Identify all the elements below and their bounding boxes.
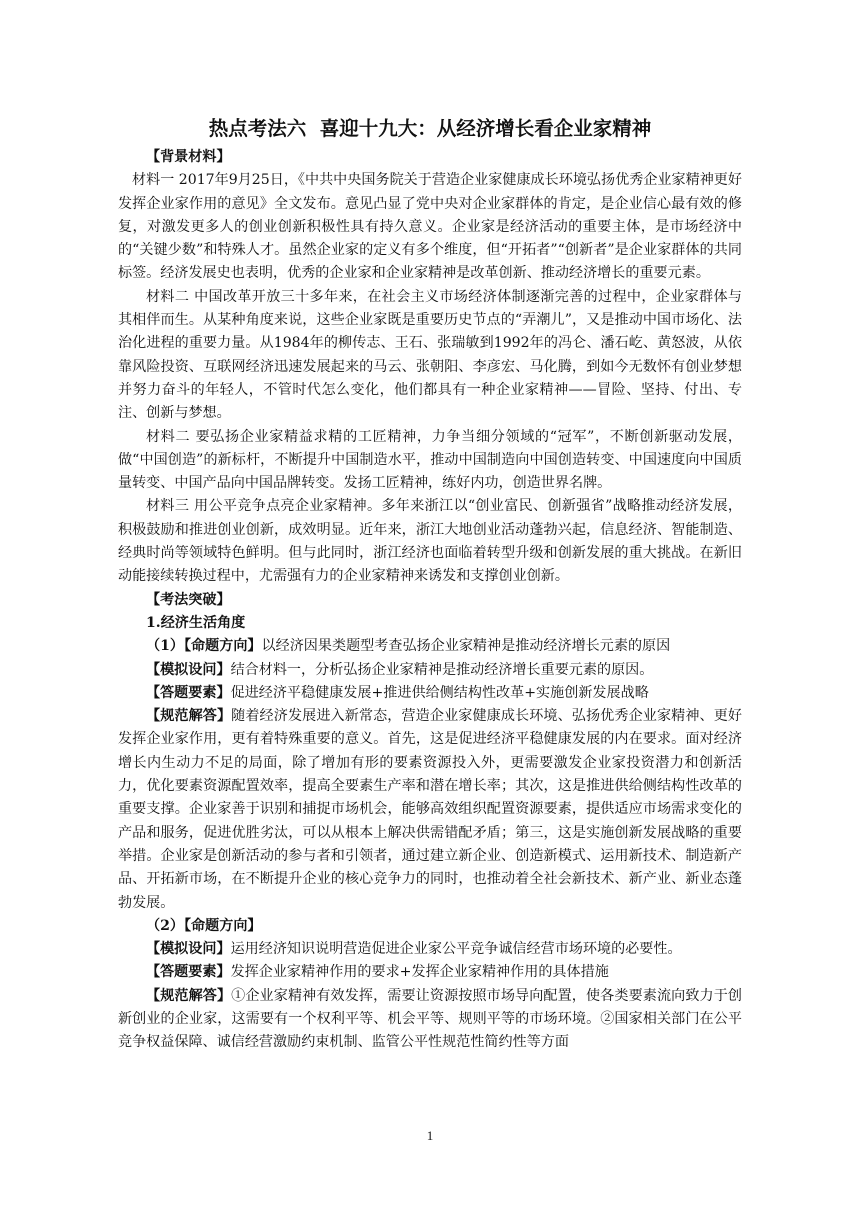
angle-heading: 1.经济生活角度 [146, 614, 246, 631]
q1-elements-label: 【答题要素】 [146, 684, 231, 701]
background-heading: 【背景材料】 [146, 149, 231, 165]
q2-prefix: （2） [146, 917, 184, 934]
document-body [118, 146, 742, 1055]
q1-answer [118, 705, 742, 915]
q2-question-label: 【模拟设问】 [146, 941, 231, 958]
q2-elements-text: 发挥企业家精神作用的要求+发挥企业家精神作用的具体措施 [230, 964, 609, 981]
q2-elements [118, 961, 742, 984]
q1-question-text: 结合材料一，分析弘扬企业家精神是推动经济增长重要元素的原因。 [230, 661, 654, 678]
q1-question-label: 【模拟设问】 [146, 661, 231, 678]
q2-direction [118, 915, 742, 938]
q1-elements [118, 682, 742, 705]
q2-direction-label: 【命题方向】 [184, 917, 262, 934]
page-number: 1 [426, 1128, 434, 1143]
material-4: 材料三 用公平竞争点亮企业家精神。多年来浙江以“创业富民、创新强省”战略推动经济发展，积极鼓励和推进创业创新，成效明显。近年来，浙江大地创业活动蓬勃兴起，信息经济、智能制造、经典时尚等领域特色鲜明。但与此同时，浙江经济也面临着转型升级和创新发展的重大挑战。在新旧动能接续转换过程中，尤需强有力的企业家精神来诱发和支撑创业创新。 [118, 498, 742, 585]
q1-direction-label: 【命题方向】 [184, 638, 262, 655]
q2-answer [118, 985, 742, 1055]
material-2: 材料二 中国改革开放三十多年来，在社会主义市场经济体制逐渐完善的过程中，企业家群体与其相伴而生。从某种角度来说，这些企业家既是重要历史节点的“弄潮儿”，又是推动中国市场化、法治化进程的重要力量。从1984年的柳传志、王石、张瑞敏到1992年的冯仑、潘石屹、黄怒波，从依靠风险投资、互联网经济迅速发展起来的马云、张朝阳、李彦宏、马化腾，到如今无数怀有创业梦想并努力奋斗的年轻人，不管时代怎么变化，他们都具有一种企业家精神——冒险、坚持、付出、专注、创新与梦想。 [118, 288, 742, 422]
q1-answer-text: 随着经济发展进入新常态，营造企业家健康成长环境、弘扬优秀企业家精神、更好发挥企业家作用，更有着特殊重要的意义。首先，这是促进经济平稳健康发展的内在要求。面对经济增长内生动力不足的局面，除了增加有形的要素资源投入外，更需要激发企业家投资潜力和创新活力，优化要素资源配置效率，提高全要素生产率和潜在增长率；其次，这是推进供给侧结构性改革的重要支撑。企业家善于识别和捕捉市场机会，能够高效组织配置资源要素，提供适应市场需求变化的产品和服务，促进优胜劣汰，可以从根本上解决供需错配矛盾；第三，这是实施创新发展战略的重要举措。企业家是创新活动的参与者和引领者，通过建立新企业、创造新模式、运用新技术、制造新产品、开拓新市场，在不断提升企业的核心竞争力的同时，也推动着全社会新技术、新产业、新业态蓬勃发展。 [118, 708, 743, 911]
q1-prefix: （1） [146, 638, 184, 655]
q1-question [118, 659, 742, 682]
q1-direction-text: 以经济因果类题型考查弘扬企业家精神是推动经济增长元素的原因 [261, 638, 671, 655]
q2-elements-label: 【答题要素】 [146, 964, 231, 981]
material-3: 材料二 要弘扬企业家精益求精的工匠精神，力争当细分领域的“冠军”，不断创新驱动发展，做“中国创造”的新标杆，不断提升中国制造水平，推动中国制造向中国创造转变、中国速度向中国质量转变、中国产品向中国品牌转变。发扬工匠精神，练好内功，创造世界名牌。 [118, 428, 742, 492]
q1-direction [118, 635, 742, 658]
q2-answer-label: 【规范解答】 [146, 987, 232, 1004]
q2-question [118, 938, 742, 961]
analysis-heading: 【考法突破】 [146, 591, 231, 608]
q2-question-text: 运用经济知识说明营造促进企业家公平竞争诚信经营市场环境的必要性。 [230, 941, 682, 958]
q1-elements-text: 促进经济平稳健康发展+推进供给侧结构性改革+实施创新发展战略 [230, 684, 649, 701]
q1-answer-label: 【规范解答】 [146, 708, 232, 725]
page-title: 热点考法六 喜迎十九大：从经济增长看企业家精神 [208, 117, 652, 140]
material-1: 材料一 2017年9月25日，《中共中央国务院关于营造企业家健康成长环境弘扬优秀企业家精神更好发挥企业家作用的意见》全文发布。意见凸显了党中央对企业家群体的肯定，是企业信心最有效的修复，对激发更多人的创业创新积极性具有持久意义。企业家是经济活动的重要主体，是市场经济中的“关键少数”和特殊人才。虽然企业家的定义有多个维度，但“开拓者”“创新者”是企业家群体的共同标签。经济发展史也表明，优秀的企业家和企业家精神是改革创新、推动经济增长的重要元素。 [118, 172, 742, 282]
q2-answer-text: ①企业家精神有效发挥，需要让资源按照市场导向配置，使各类要素流向致力于创新创业的企业家，这需要有一个权利平等、机会平等、规则平等的市场环境。②国家相关部门在公平竞争权益保障、诚信经营激励约束机制、监管公平性规范性简约性等方面 [118, 987, 743, 1051]
